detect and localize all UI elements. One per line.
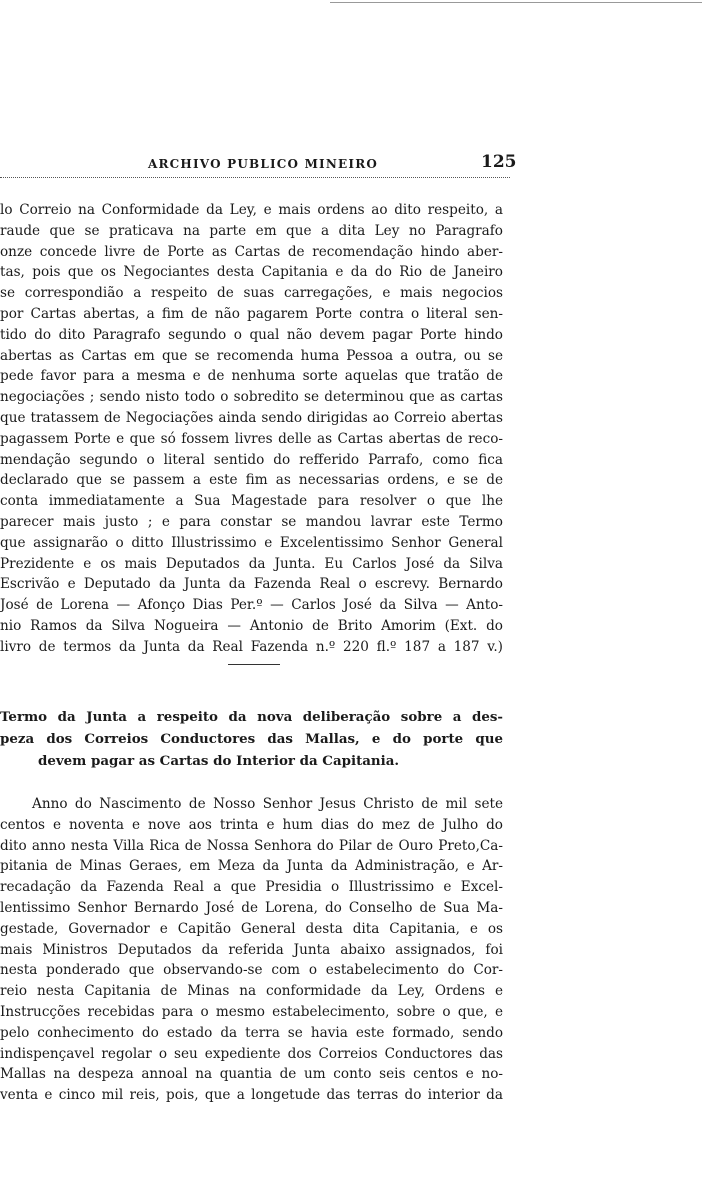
text-line: José de Lorena — Afonço Dias Per.º — Carlos José da Silva — Anto-: [0, 597, 503, 614]
text-line: negociações ; sendo nisto todo o sobredito se determinou que as cartas: [0, 389, 503, 406]
text-line: nio Ramos da Silva Nogueira — Antonio de Brito Amorim (Ext. do: [0, 617, 503, 634]
text-line: raude que se praticava na parte em que a dita Ley no Paragrafo: [0, 222, 503, 239]
text-line: tido do dito Paragrafo segundo o qual não devem pagar Porte hindo: [0, 326, 503, 343]
text-line: livro de termos da Junta da Real Fazenda n.º 220 fl.º 187 a 187 v.): [0, 638, 503, 655]
section-body: [0, 794, 503, 1106]
text-line: lo Correio na Conformidade da Ley, e mais ordens ao dito respeito, a: [0, 202, 503, 218]
text-line: abertas as Cartas em que se recomenda huma Pessoa a outra, ou se: [0, 347, 503, 364]
text-line: nesta ponderado que observando-se com o estabelecimento do Cor-: [0, 962, 503, 979]
running-head: [0, 150, 702, 174]
text-line: que tratassem de Negociações ainda sendo dirigidas ao Correio abertas: [0, 409, 503, 426]
text-line: pelo conhecimento do estado da terra se havia este formado, sendo: [0, 1024, 503, 1041]
text-line: Instrucções recebidas para o mesmo estabelecimento, sobre o que, e: [0, 1003, 503, 1020]
text-line: Anno do Nascimento de Nosso Senhor Jesus Christo de mil sete: [32, 796, 503, 812]
text-line: conta immediatamente a Sua Magestade para resolver o que lhe: [0, 493, 503, 510]
text-line: indispençavel regolar o seu expediente dos Correios Conductores das: [0, 1045, 503, 1062]
text-line: recadação da Fazenda Real a que Presidia o Illustrissimo e Excel-: [0, 879, 503, 896]
section-heading: [0, 706, 503, 772]
text-line: mais Ministros Deputados da referida Junta abaixo assignados, foi: [0, 941, 503, 958]
text-line: gestade, Governador e Capitão General desta dita Capitania, e os: [0, 920, 503, 937]
text-line: pitania de Minas Geraes, em Meza da Junta da Administração, e Ar-: [0, 858, 503, 875]
header-rule: [0, 177, 510, 178]
heading-line: peza dos Correios Conductores das Mallas, e do porte que: [0, 731, 503, 747]
text-line: pagassem Porte e que só fossem livres delle as Cartas abertas de reco-: [0, 430, 503, 447]
text-line: dito anno nesta Villa Rica de Nossa Senhora do Pilar de Ouro Preto,Ca-: [0, 837, 503, 854]
text-line: reio nesta Capitania de Minas na conformidade da Ley, Ordens e: [0, 983, 503, 1000]
text-line: por Cartas abertas, a fim de não pagarem Porte contra o literal sen-: [0, 305, 503, 322]
text-line: se correspondião a respeito de suas carregações, e mais negocios: [0, 285, 503, 302]
top-edge-rule: [330, 2, 702, 3]
text-line: pede favor para a mesma e de nenhuma sorte aquelas que tratão de: [0, 368, 503, 385]
text-line: centos e noventa e nove aos trinta e hum dias do mez de Julho do: [0, 816, 503, 833]
heading-line: Termo da Junta a respeito da nova deliberação sobre a des-: [0, 709, 503, 725]
text-line: mendação segundo o literal sentido do refferido Parrafo, como fica: [0, 451, 503, 468]
text-line: parecer mais justo ; e para constar se mandou lavrar este Termo: [0, 513, 503, 530]
text-line: tas, pois que os Negociantes desta Capitania e da do Rio de Janeiro: [0, 264, 503, 281]
text-line: onze concede livre de Porte as Cartas de recomendação hindo aber-: [0, 243, 503, 260]
text-line: Mallas na despeza annoal na quantia de um conto seis centos e no-: [0, 1066, 503, 1083]
text-line: Escrivão e Deputado da Junta da Fazenda Real o escrevy. Bernardo: [0, 576, 503, 593]
section-separator: [228, 664, 280, 665]
text-line: lentissimo Senhor Bernardo José de Lorena, do Conselho de Sua Ma-: [0, 899, 503, 916]
text-line: declarado que se passem a este fim as necessarias ordens, e se de: [0, 472, 503, 489]
text-line: venta e cinco mil reis, pois, que a longetude das terras do interior da: [0, 1087, 503, 1104]
text-line: Prezidente e os mais Deputados da Junta. Eu Carlos José da Silva: [0, 555, 503, 572]
text-line: que assignarão o ditto Illustrissimo e Excelentissimo Senhor General: [0, 534, 503, 551]
body-paragraph: [0, 200, 503, 658]
page-number: 125: [481, 152, 517, 172]
heading-line: devem pagar as Cartas do Interior da Capitania.: [38, 753, 400, 769]
running-head-title: ARCHIVO PUBLICO MINEIRO: [148, 157, 379, 171]
